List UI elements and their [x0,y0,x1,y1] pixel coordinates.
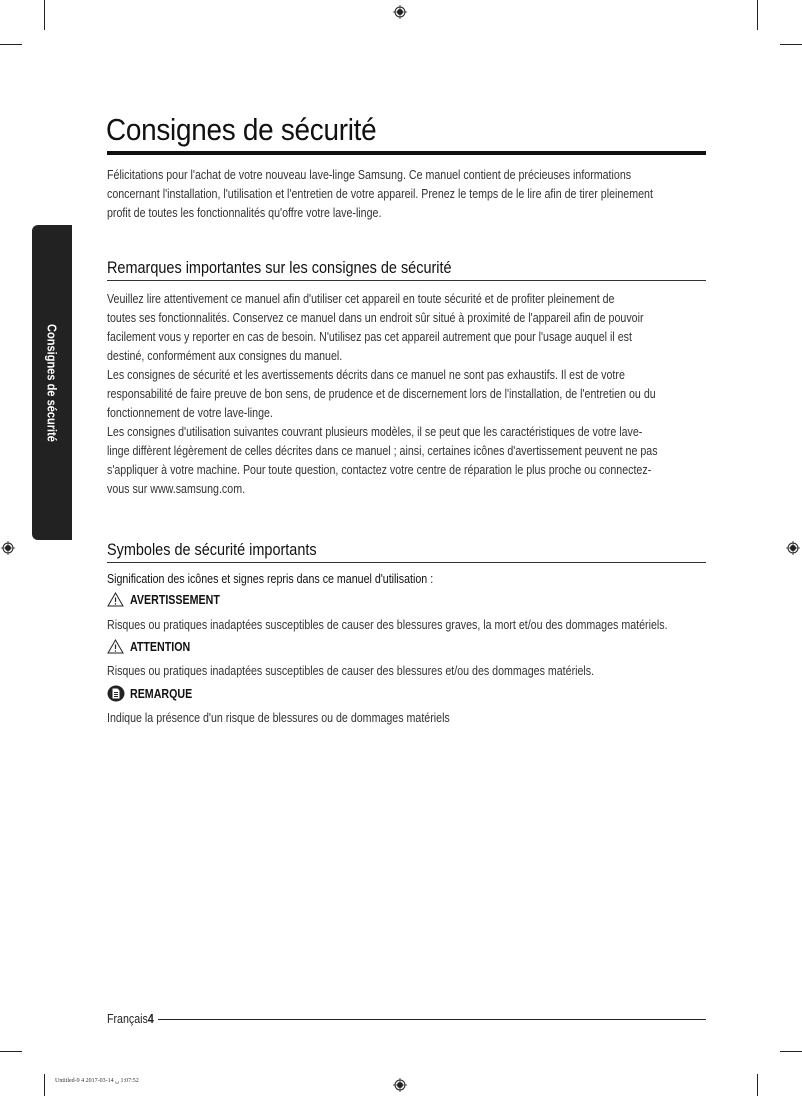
section-heading: Symboles de sécurité importants [107,540,317,559]
intro-line: profit de toutes les fonctionnalités qu'offre votre lave-linge. [107,205,382,220]
note-label: REMARQUE [130,686,193,701]
caution-text: Risques ou pratiques inadaptées susceptibles de causer des blessures et/ou des dommages matériels. [107,663,595,678]
section1-line: toutes ses fonctionnalités. Conservez ce manuel dans un endroit sûr situé à proximité de l'appareil afin de pouvoir [107,310,644,325]
section1-line: Veuillez lire attentivement ce manuel afin d'utiliser cet appareil en toute sécurité et de profiter pleinement de [107,291,615,306]
section-rule [107,280,706,281]
intro-line: concernant l'installation, l'utilisation et l'entretien de votre appareil. Prenez le temps de le lire afin de tirer pleinement [107,186,653,201]
page-footer [107,1011,154,1027]
registration-mark-icon [786,541,800,555]
caution-label: ATTENTION [130,639,191,654]
crop-mark [780,1051,802,1052]
section1-line: destiné, conformément aux consignes du manuel. [107,348,343,363]
warning-label: AVERTISSEMENT [130,592,220,607]
warning-text: Risques ou pratiques inadaptées susceptibles de causer des blessures graves, la mort et/ou des dommages matériels. [107,617,668,632]
page-title: Consignes de sécurité [106,112,377,147]
title-rule [107,151,706,155]
print-slug: Untitled-9 4 2017-03-14 ␣ 1:07:52 [55,1078,139,1084]
symbols-intro: Signification des icônes et signes repris dans ce manuel d'utilisation : [107,571,434,586]
warning-triangle-icon [107,639,124,654]
warning-heading [107,592,124,608]
crop-mark [0,44,22,45]
note-icon [107,685,125,702]
section1-line: vous sur www.samsung.com. [107,481,246,496]
section-heading: Remarques importantes sur les consignes de sécurité [107,258,452,277]
section1-line: facilement vous y reporter en cas de besoin. N'utilisez pas cet appareil autrement que pour l'usage auquel il est [107,329,632,344]
registration-mark-icon [393,5,407,19]
crop-mark [757,1074,758,1096]
section1-line: Les consignes de sécurité et les avertissements décrits dans ce manuel ne sont pas exhaustifs. Il est de votre [107,367,625,382]
crop-mark [780,44,802,45]
section1-line: linge diffèrent légèrement de celles décrites dans ce manuel ; ainsi, certaines icônes d'avertissement peuvent ne pas [107,443,658,458]
intro-line: Félicitations pour l'achat de votre nouveau lave-linge Samsung. Ce manuel contient de précieuses informations [107,167,632,182]
footer-language: Français [107,1011,148,1026]
crop-mark [44,1074,45,1096]
section-rule [107,562,706,563]
side-tab-label: Consignes de sécurité [44,324,60,442]
footer-rule [158,1019,706,1020]
section1-line: responsabilité de faire preuve de bon sens, de prudence et de discernement lors de l'installation, de l'entretien ou du [107,386,656,401]
registration-mark-icon [393,1078,407,1092]
registration-mark-icon [1,541,15,555]
caution-heading [107,639,124,655]
crop-mark [0,1051,22,1052]
note-text: Indique la présence d'un risque de blessures ou de dommages matériels [107,710,450,725]
crop-mark [757,0,758,30]
section1-line: Les consignes d'utilisation suivantes couvrant plusieurs modèles, il se peut que les caractéristiques de votre lave- [107,424,643,439]
crop-mark [44,0,45,30]
warning-triangle-icon [107,592,124,607]
section1-line: s'appliquer à votre machine. Pour toute question, contactez votre centre de réparation le plus proche ou connectez- [107,462,652,477]
page-number: 4 [147,1011,154,1026]
side-chapter-tab [32,225,72,540]
section1-line: fonctionnement de votre lave-linge. [107,405,273,420]
note-heading [107,685,125,702]
